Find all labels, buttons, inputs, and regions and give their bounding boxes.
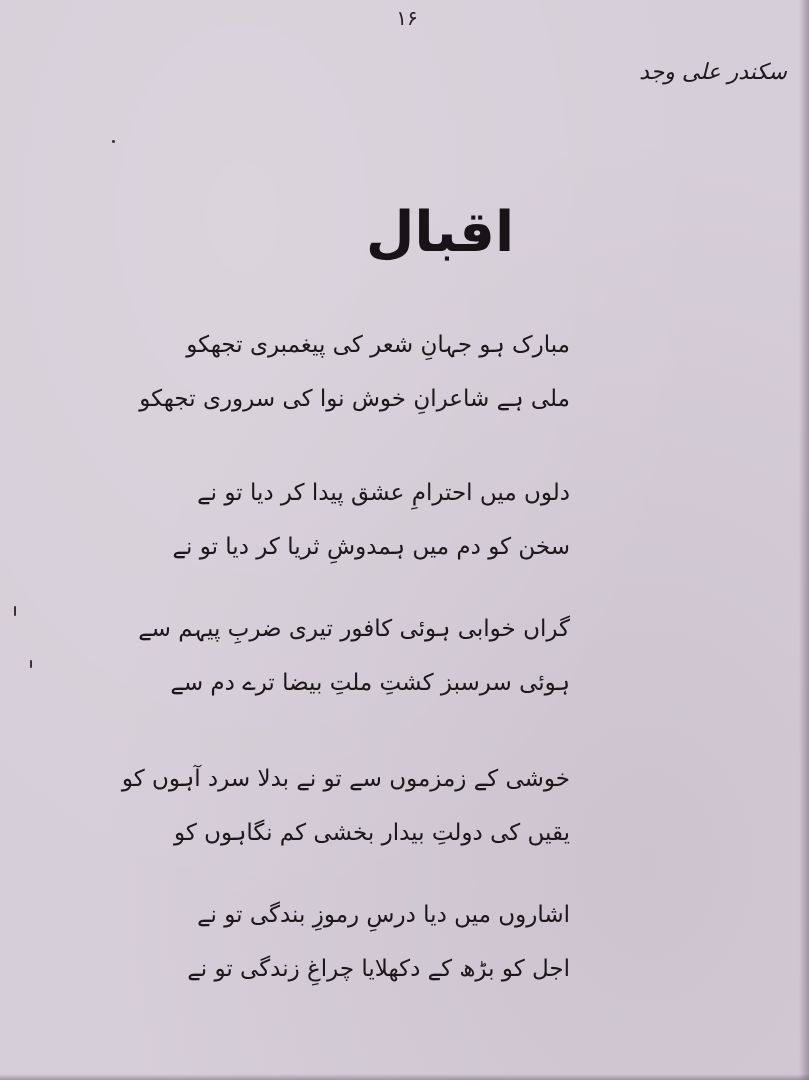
verse-line: مبارک ہو جہانِ شعر کی پیغمبری تجھکو bbox=[186, 332, 570, 358]
stanza-1 bbox=[139, 318, 570, 426]
stanza-3 bbox=[138, 602, 570, 710]
stanza-2 bbox=[172, 466, 570, 574]
verse-line: یقیں کی دولتِ بیدار بخشی کم نگاہوں کو bbox=[173, 820, 570, 846]
verse-line: ملی ہے شاعرانِ خوش نوا کی سروری تجھکو bbox=[139, 386, 570, 412]
author-name: سکندر علی وجد bbox=[639, 60, 787, 85]
verse-line: ہوئی سرسبز کشتِ ملتِ بیضا ترے دم سے bbox=[170, 670, 570, 696]
verse-line: گراں خوابی ہوئی کافور تیری ضربِ پیہم سے bbox=[138, 616, 570, 642]
poem-title: اقبال bbox=[365, 200, 515, 265]
verse-line: دلوں میں احترامِ عشق پیدا کر دیا تو نے bbox=[197, 480, 570, 506]
stanza-5 bbox=[187, 888, 570, 996]
page-number: ۱۶ bbox=[396, 6, 418, 30]
page-edge-shadow bbox=[0, 1074, 809, 1080]
page-edge-shadow bbox=[799, 0, 809, 1080]
ink-speck bbox=[112, 140, 115, 143]
verse-line: خوشی کے زمزموں سے تو نے بدلا سرد آہوں کو bbox=[121, 766, 570, 792]
ink-speck bbox=[14, 606, 16, 616]
verse-line: اجل کو بڑھ کے دکھلایا چراغِ زندگی تو نے bbox=[187, 956, 570, 982]
ink-speck bbox=[30, 660, 32, 668]
stanza-4 bbox=[121, 752, 570, 860]
verse-line: سخن کو دم میں ہمدوشِ ثریا کر دیا تو نے bbox=[172, 534, 570, 560]
verse-line: اشاروں میں دیا درسِ رموزِ بندگی تو نے bbox=[197, 902, 570, 928]
